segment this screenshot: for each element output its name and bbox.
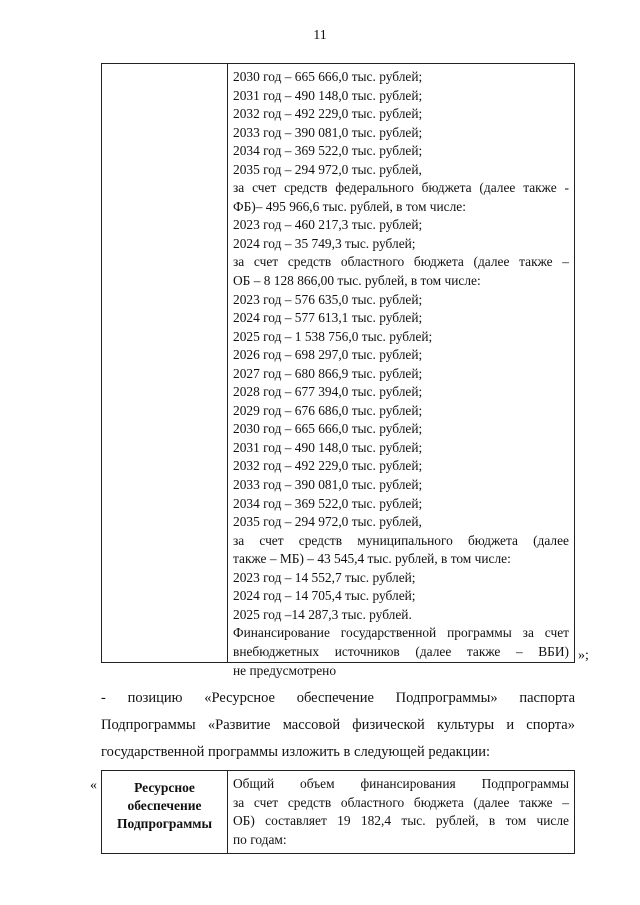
funding-line: 2034 год – 369 522,0 тыс. рублей; xyxy=(233,495,423,511)
row-label xyxy=(102,779,227,833)
amendment-paragraph-line: государственной программы изложить в следующей редакции: xyxy=(101,744,491,760)
funding-line: ОБ – 8 128 866,00 тыс. рублей, в том числе: xyxy=(233,273,481,289)
funding-details xyxy=(233,68,569,680)
funding-line: 2025 год –14 287,3 тыс. рублей. xyxy=(233,606,412,622)
funding-line: 2026 год – 698 297,0 тыс. рублей; xyxy=(233,347,423,363)
opening-quote: « xyxy=(90,778,97,793)
funding-line: 2035 год – 294 972,0 тыс. рублей, xyxy=(233,161,422,177)
funding-line: 2029 год – 676 686,0 тыс. рублей; xyxy=(233,402,423,418)
funding-line: Финансирование государственной программы за счет xyxy=(233,625,569,641)
financing-line: Общий объем финансирования Подпрограммы xyxy=(233,776,569,791)
page-number: 11 xyxy=(313,28,327,43)
row-label-line: Ресурсное xyxy=(134,780,195,795)
funding-line: 2031 год – 490 148,0 тыс. рублей; xyxy=(233,87,423,103)
closing-quote: »; xyxy=(578,648,589,663)
funding-line: 2032 год – 492 229,0 тыс. рублей; xyxy=(233,458,423,474)
funding-line: 2030 год – 665 666,0 тыс. рублей; xyxy=(233,421,423,437)
funding-line: 2023 год – 576 635,0 тыс. рублей; xyxy=(233,291,423,307)
funding-line: ФБ)– 495 966,6 тыс. рублей, в том числе: xyxy=(233,198,466,214)
financing-line: ОБ) составляет 19 182,4 тыс. рублей, в том числе xyxy=(233,813,569,828)
funding-line: не предусмотрено xyxy=(233,662,337,678)
funding-line: 2027 год – 680 866,9 тыс. рублей; xyxy=(233,365,423,381)
resource-table-continued xyxy=(101,63,575,678)
funding-line: 2025 год – 1 538 756,0 тыс. рублей; xyxy=(233,328,433,344)
funding-line: также – МБ) – 43 545,4 тыс. рублей, в том числе: xyxy=(233,551,511,567)
funding-line: 2030 год – 665 666,0 тыс. рублей; xyxy=(233,69,423,84)
financing-line: по годам: xyxy=(233,831,287,847)
funding-line: за счет средств муниципального бюджета (далее xyxy=(233,532,569,548)
funding-line: 2033 год – 390 081,0 тыс. рублей; xyxy=(233,477,423,493)
resource-table-new xyxy=(101,770,575,854)
funding-line: внебюджетных источников (далее также – ВБИ) xyxy=(233,643,569,659)
funding-line: 2031 год – 490 148,0 тыс. рублей; xyxy=(233,439,423,455)
funding-line: 2034 год – 369 522,0 тыс. рублей; xyxy=(233,143,423,159)
funding-line: 2023 год – 460 217,3 тыс. рублей; xyxy=(233,217,423,233)
funding-line: за счет средств федерального бюджета (далее также - xyxy=(233,180,569,196)
financing-text xyxy=(233,775,569,849)
column-divider xyxy=(227,64,228,662)
financing-line: за счет средств областного бюджета (далее также – xyxy=(233,794,569,810)
funding-line: 2033 год – 390 081,0 тыс. рублей; xyxy=(233,124,423,140)
funding-line: 2035 год – 294 972,0 тыс. рублей, xyxy=(233,514,422,530)
funding-line: 2032 год – 492 229,0 тыс. рублей; xyxy=(233,106,423,122)
row-label-line: Подпрограммы xyxy=(116,816,213,831)
funding-line: за счет средств областного бюджета (далее также – xyxy=(233,254,569,270)
row-label-line: обеспечение xyxy=(127,798,202,813)
funding-line: 2024 год – 14 705,4 тыс. рублей; xyxy=(233,588,416,604)
column-divider xyxy=(227,771,228,853)
funding-line: 2023 год – 14 552,7 тыс. рублей; xyxy=(233,569,416,585)
funding-line: 2024 год – 35 749,3 тыс. рублей; xyxy=(233,235,416,251)
amendment-paragraph-line: - позицию «Ресурсное обеспечение Подпрограммы» паспорта xyxy=(101,690,575,706)
funding-line: 2028 год – 677 394,0 тыс. рублей; xyxy=(233,384,423,400)
amendment-paragraph-line: Подпрограммы «Развитие массовой физической культуры и спорта» xyxy=(101,717,575,733)
funding-line: 2024 год – 577 613,1 тыс. рублей; xyxy=(233,310,423,326)
